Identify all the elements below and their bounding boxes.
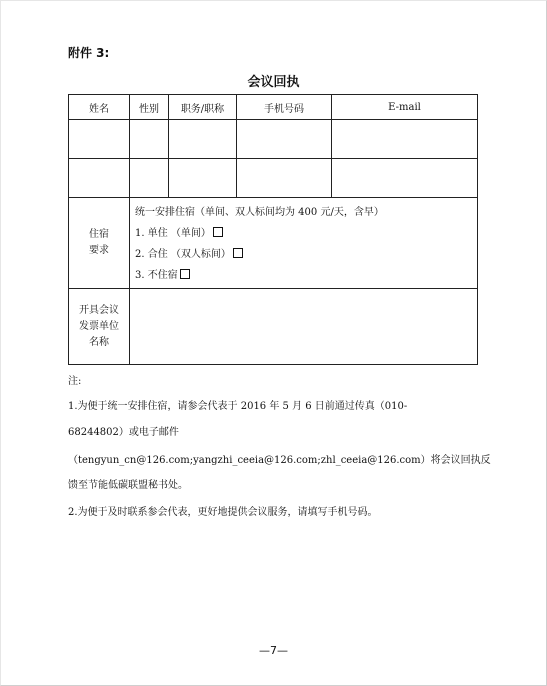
- table-row: [69, 120, 478, 159]
- checkbox-icon[interactable]: [180, 269, 190, 279]
- table-row: [69, 159, 478, 198]
- notes-heading: 注:: [68, 376, 82, 387]
- position-cell[interactable]: [169, 159, 237, 198]
- header-mobile: 手机号码: [237, 95, 332, 120]
- mobile-cell[interactable]: [237, 120, 332, 159]
- invoice-cell[interactable]: [130, 289, 478, 365]
- lodging-row: [69, 198, 478, 289]
- table-header-row: [69, 95, 478, 120]
- header-name: 姓名: [69, 95, 130, 120]
- name-cell[interactable]: [69, 159, 130, 198]
- lodging-option-shared[interactable]: [135, 244, 477, 265]
- lodging-intro: 统一安排住宿（单间、双人标间均为 400 元/天，含早）: [135, 207, 384, 218]
- lodging-label: [69, 198, 130, 289]
- page-number: —7—: [259, 644, 288, 657]
- invoice-label-line: 发票单位: [79, 320, 119, 332]
- checkbox-icon[interactable]: [233, 248, 243, 258]
- lodging-options: [130, 198, 478, 289]
- position-cell[interactable]: [169, 120, 237, 159]
- header-position: 职务/职称: [169, 95, 237, 120]
- note-line: 68244802）或电子邮件: [68, 427, 179, 438]
- receipt-table: [68, 94, 478, 365]
- gender-cell[interactable]: [130, 159, 169, 198]
- note-line: 馈至节能低碳联盟秘书处。: [68, 480, 188, 491]
- option-label: 2. 合住 （双人标间）: [135, 249, 231, 260]
- header-email: E-mail: [332, 95, 478, 120]
- invoice-label: [69, 289, 130, 365]
- lodging-label-line: 要求: [89, 245, 109, 256]
- note-line: 1.为便于统一安排住宿，请参会代表于 2016 年 5 月 6 日前通过传真（010-: [68, 401, 408, 412]
- note-line: 2.为便于及时联系参会代表，更好地提供会议服务，请填写手机号码。: [68, 507, 378, 518]
- name-cell[interactable]: [69, 120, 130, 159]
- email-cell[interactable]: [332, 120, 478, 159]
- option-label: 3. 不住宿: [135, 270, 178, 281]
- invoice-label-line: 开具会议: [79, 304, 119, 316]
- lodging-label-line: 住宿: [89, 229, 109, 240]
- note-line: （tengyun_cn@126.com;yangzhi_ceeia@126.com;zhl_ceeia@126.com）将会议回执反: [68, 455, 491, 466]
- invoice-label-line: 名称: [89, 336, 109, 348]
- invoice-row: [69, 289, 478, 365]
- lodging-option-none[interactable]: [135, 265, 477, 286]
- mobile-cell[interactable]: [237, 159, 332, 198]
- option-label: 1. 单住 （单间）: [135, 228, 211, 239]
- gender-cell[interactable]: [130, 120, 169, 159]
- checkbox-icon[interactable]: [213, 227, 223, 237]
- page-title: 会议回执: [247, 75, 300, 90]
- attachment-label: 附件 3:: [68, 46, 110, 60]
- email-cell[interactable]: [332, 159, 478, 198]
- header-gender: 性别: [130, 95, 169, 120]
- lodging-option-single[interactable]: [135, 223, 477, 244]
